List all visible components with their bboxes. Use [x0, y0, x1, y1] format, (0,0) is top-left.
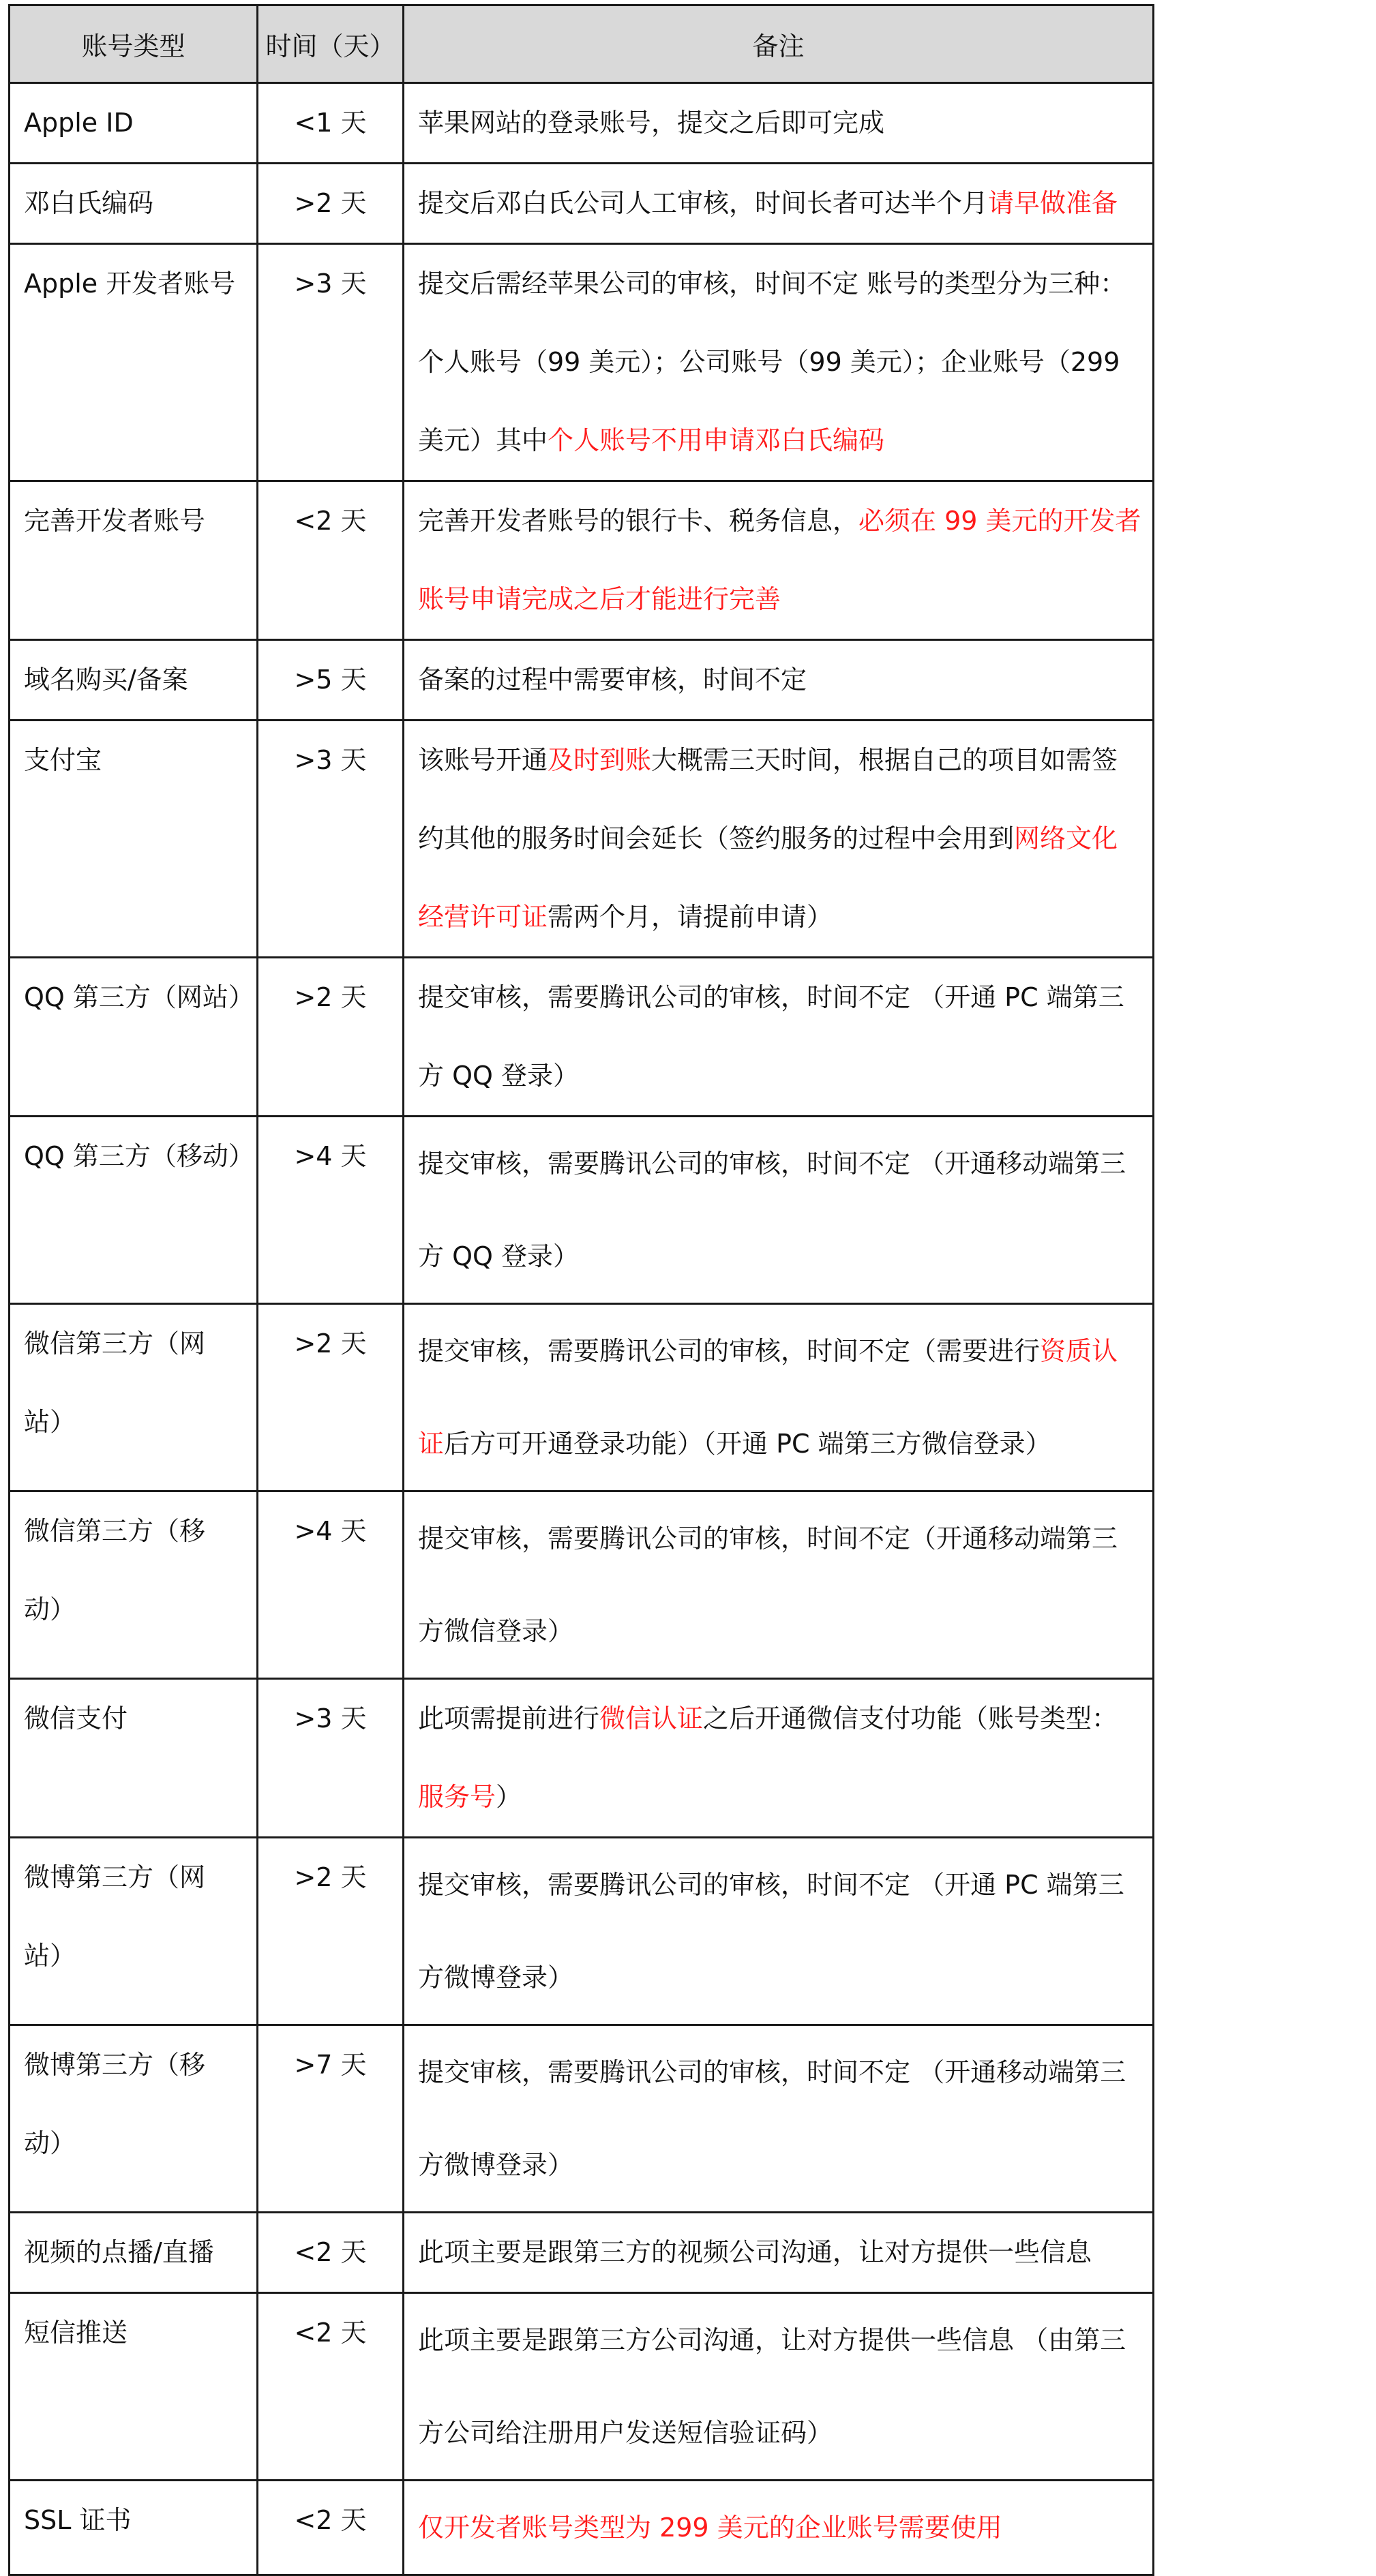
note-cell: [404, 481, 1154, 640]
note-text: 该账号开通: [418, 745, 548, 775]
note-cell: [404, 721, 1154, 958]
note-text: 大概需三天时间，根据自己的项目如需签约其他的服务时间会延长（签约服务的过程中会用到: [418, 745, 1118, 853]
note-text: ）: [496, 1782, 522, 1812]
time-cell: <2 天: [258, 2213, 404, 2293]
header-account-type: 账号类型: [10, 5, 258, 83]
table-header-row: [10, 5, 1154, 83]
table-body: [10, 83, 1154, 2575]
note-highlight: 必须在 99 美元的开发者账号申请完成之后才能进行完善: [418, 506, 1141, 614]
note-text: 提交审核，需要腾讯公司的审核，时间不定（开通移动端第三方微信登录）: [418, 1524, 1118, 1646]
table-row: [10, 640, 1154, 721]
note-text: 此项主要是跟第三方公司沟通，让对方提供一些信息 （由第三方公司给注册用户发送短信验证码）: [418, 2325, 1126, 2448]
account-timeline-table: [8, 4, 1154, 2576]
account-type-cell: Apple ID: [10, 83, 258, 164]
table-row: [10, 721, 1154, 958]
time-cell: <2 天: [258, 2293, 404, 2481]
note-cell: [404, 2481, 1154, 2575]
table-row: [10, 1304, 1154, 1491]
note-highlight: 服务号: [418, 1782, 496, 1812]
note-cell: [404, 1838, 1154, 2025]
time-cell: >2 天: [258, 1838, 404, 2025]
account-type-cell: 支付宝: [10, 721, 258, 958]
account-type-cell: 微信第三方（移动）: [10, 1491, 258, 1679]
time-cell: >3 天: [258, 721, 404, 958]
table-row: [10, 958, 1154, 1117]
table-row: [10, 1679, 1154, 1838]
note-highlight: 请早做准备: [988, 188, 1118, 218]
table-row: [10, 244, 1154, 481]
note-highlight: 微信认证: [599, 1703, 704, 1733]
note-text: 此项需提前进行: [418, 1703, 600, 1733]
time-cell: >3 天: [258, 244, 404, 481]
time-cell: >4 天: [258, 1491, 404, 1679]
time-cell: >2 天: [258, 958, 404, 1117]
note-cell: [404, 1491, 1154, 1679]
note-text: 提交后邓白氏公司人工审核，时间长者可达半个月: [418, 188, 989, 218]
note-highlight: 个人账号不用申请邓白氏编码: [548, 425, 885, 455]
note-cell: [404, 2213, 1154, 2293]
time-cell: <2 天: [258, 2481, 404, 2575]
account-type-cell: 域名购买/备案: [10, 640, 258, 721]
account-type-cell: 微博第三方（网站）: [10, 1838, 258, 2025]
note-text: 之后开通微信支付功能（账号类型：: [703, 1703, 1118, 1733]
account-type-cell: 短信推送: [10, 2293, 258, 2481]
account-type-cell: 视频的点播/直播: [10, 2213, 258, 2293]
time-cell: >2 天: [258, 164, 404, 244]
account-type-cell: QQ 第三方（移动）: [10, 1117, 258, 1304]
note-text: 提交审核，需要腾讯公司的审核，时间不定 （开通移动端第三方微博登录）: [418, 2057, 1126, 2180]
table-row: [10, 2293, 1154, 2481]
table-row: [10, 2481, 1154, 2575]
table-row: [10, 164, 1154, 244]
table-row: [10, 1838, 1154, 2025]
note-highlight: 网络文化经营许可证: [418, 823, 1118, 932]
note-highlight: 资质认证: [418, 1336, 1118, 1459]
account-type-cell: SSL 证书: [10, 2481, 258, 2575]
table-row: [10, 1117, 1154, 1304]
time-cell: <2 天: [258, 481, 404, 640]
note-cell: [404, 164, 1154, 244]
note-cell: [404, 1679, 1154, 1838]
note-text: 备案的过程中需要审核，时间不定: [418, 665, 807, 695]
note-cell: [404, 640, 1154, 721]
header-time-days: 时间（天）: [258, 5, 404, 83]
note-text: 提交审核，需要腾讯公司的审核，时间不定 （开通移动端第三方 QQ 登录）: [418, 1149, 1126, 1271]
account-type-cell: 微博第三方（移动）: [10, 2025, 258, 2213]
note-text: 后方可开通登录功能）（开通 PC 端第三方微信登录）: [444, 1429, 1051, 1459]
table-row: [10, 481, 1154, 640]
account-type-cell: 微信支付: [10, 1679, 258, 1838]
note-text: 提交审核，需要腾讯公司的审核，时间不定（需要进行: [418, 1336, 1041, 1366]
table-row: [10, 83, 1154, 164]
table-row: [10, 2213, 1154, 2293]
note-highlight: 仅开发者账号类型为 299 美元的企业账号需要使用: [418, 2513, 1002, 2543]
note-text: 提交后需经苹果公司的审核，时间不定 账号的类型分为三种：个人账号（99 美元）；公司账号（99 美元）；企业账号（299 美元）其中: [418, 269, 1126, 455]
account-type-cell: 微信第三方（网站）: [10, 1304, 258, 1491]
note-cell: [404, 2025, 1154, 2213]
note-cell: [404, 83, 1154, 164]
note-cell: [404, 1304, 1154, 1491]
note-text: 需两个月，请提前申请）: [548, 902, 833, 932]
header-notes: 备注: [404, 5, 1154, 83]
note-text: 此项主要是跟第三方的视频公司沟通，让对方提供一些信息: [418, 2237, 1092, 2267]
time-cell: >5 天: [258, 640, 404, 721]
note-text: 完善开发者账号的银行卡、税务信息，: [418, 506, 859, 536]
time-cell: >2 天: [258, 1304, 404, 1491]
note-highlight: 及时到账: [548, 745, 652, 775]
note-text: 提交审核，需要腾讯公司的审核，时间不定 （开通 PC 端第三方微博登录）: [418, 1870, 1124, 1992]
note-cell: [404, 2293, 1154, 2481]
note-cell: [404, 958, 1154, 1117]
account-type-cell: QQ 第三方（网站）: [10, 958, 258, 1117]
time-cell: <1 天: [258, 83, 404, 164]
note-cell: [404, 244, 1154, 481]
table-row: [10, 1491, 1154, 1679]
time-cell: >4 天: [258, 1117, 404, 1304]
account-type-cell: 完善开发者账号: [10, 481, 258, 640]
note-text: 苹果网站的登录账号，提交之后即可完成: [418, 108, 885, 138]
account-type-cell: 邓白氏编码: [10, 164, 258, 244]
note-text: 提交审核，需要腾讯公司的审核，时间不定 （开通 PC 端第三方 QQ 登录）: [418, 982, 1124, 1091]
time-cell: >7 天: [258, 2025, 404, 2213]
time-cell: >3 天: [258, 1679, 404, 1838]
note-cell: [404, 1117, 1154, 1304]
account-type-cell: Apple 开发者账号: [10, 244, 258, 481]
table-row: [10, 2025, 1154, 2213]
